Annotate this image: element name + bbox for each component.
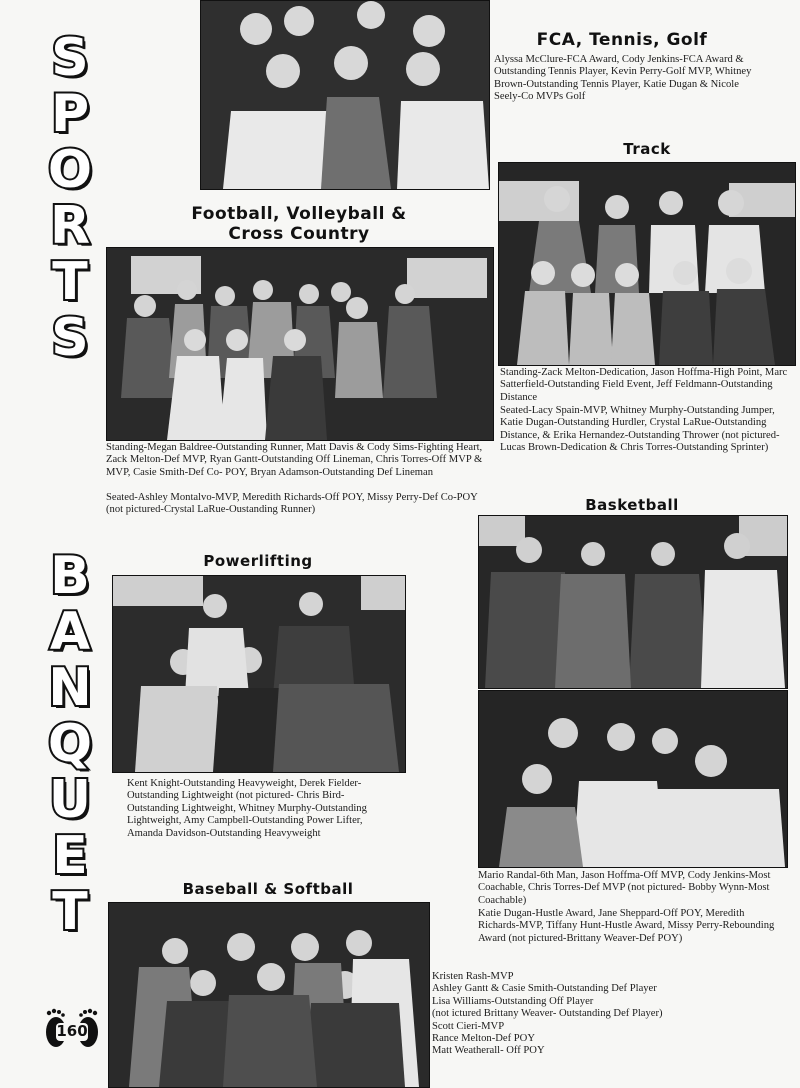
title-letter: O <box>47 140 93 200</box>
banquet-vertical-title <box>36 548 104 940</box>
group-photo-illustration <box>201 1 489 189</box>
title-letter: N <box>48 658 92 718</box>
group-photo-illustration <box>479 516 787 688</box>
caption-line: Rance Melton-Def POY <box>432 1033 535 1045</box>
title-letter: R <box>49 196 91 256</box>
title-letter: E <box>52 826 88 886</box>
powerlifting-photo <box>112 575 406 773</box>
title-letter: T <box>52 252 88 312</box>
page-number-text: 160 <box>56 1022 88 1040</box>
fca-tennis-golf-photo <box>200 0 490 190</box>
fca-caption: Alyssa McClure-FCA Award, Cody Jenkins-FCA Award & Outstanding Tennis Player, Kevin Perry-Golf MVP, Whitney Brown-Outstanding Tennis Player, Katie Dugan & Nicole Seely-Co MVPs Golf <box>494 54 752 103</box>
title-letter: U <box>48 770 92 830</box>
basketball-girls-photo <box>478 690 788 868</box>
group-photo-illustration <box>113 576 405 772</box>
group-photo-illustration <box>107 248 493 440</box>
powerlifting-heading: Powerlifting <box>203 552 313 570</box>
caption-line: Ashley Gantt & Casie Smith-Outstanding Def Player <box>432 983 657 995</box>
track-photo <box>498 162 796 366</box>
football-volleyball-photo <box>106 247 494 441</box>
powerlifting-caption: Kent Knight-Outstanding Heavyweight, Derek Fielder-Outstanding Lightweight (not pictured- Chris Bird-Outstanding Lightweight, Whitney Murphy-Outstanding Lightweight, Amy Campbell-Outstanding Power Lifter, Amanda Davidson-Outstanding Heavyweight <box>127 778 367 839</box>
basketball-boys-photo <box>478 515 788 689</box>
title-letter: B <box>50 546 90 606</box>
title-letter: T <box>52 882 88 942</box>
title-letter: Q <box>47 714 93 774</box>
group-photo-illustration <box>109 903 429 1087</box>
caption-line: Matt Weatherall- Off POY <box>432 1045 545 1057</box>
title-letter: S <box>51 28 89 88</box>
football-heading-line2: Cross Country <box>228 224 370 244</box>
page-number <box>44 1008 100 1052</box>
track-caption-standing: Standing-Zack Melton-Dedication, Jason Hoffma-High Point, Marc Satterfield-Outstanding Field Event, Jeff Feldmann-Outstanding Distance <box>500 367 788 403</box>
basketball-caption-girls: Katie Dugan-Hustle Award, Jane Sheppard-Off POY, Meredith Richards-MVP, Tiffany Hunt-Hustle Award, Missy Perry-Rebounding Award (not pictured-Brittany Weaver-Def POY) <box>478 908 775 944</box>
title-letter: A <box>49 602 91 662</box>
caption-line: (not ictured Brittany Weaver- Outstanding Def Player) <box>432 1008 663 1020</box>
caption-line: Kristen Rash-MVP <box>432 971 514 982</box>
baseball-heading: Baseball & Softball <box>182 880 354 898</box>
title-letter: S <box>51 308 89 368</box>
group-photo-illustration <box>479 691 787 867</box>
baseball-caption <box>432 971 732 1058</box>
track-caption-seated: Seated-Lacy Spain-MVP, Whitney Murphy-Outstanding Jumper, Katie Dugan-Outstanding Hurdler, Crystal LaRue-Outstanding Distance, & Erika Hernandez-Outstanding Thrower (not pictured-Lucas Brown-Dedication & Chris Torres-Outstanding Sprinter) <box>500 405 780 454</box>
track-heading: Track <box>623 140 671 158</box>
caption-line: Scott Cieri-MVP <box>432 1020 505 1032</box>
basketball-heading: Basketball <box>585 496 679 514</box>
caption-line: Lisa Williams-Outstanding Off Player <box>432 995 594 1007</box>
football-heading-line1: Football, Volleyball & <box>191 204 407 224</box>
group-photo-illustration <box>499 163 795 365</box>
football-caption-seated: Seated-Ashley Montalvo-MVP, Meredith Richards-Off POY, Missy Perry-Def Co-POY (not pictured-Crystal LaRue-Oustanding Runner) <box>106 492 478 516</box>
baseball-softball-photo <box>108 902 430 1088</box>
sports-vertical-title <box>36 30 104 366</box>
fca-heading: FCA, Tennis, Golf <box>536 30 708 50</box>
title-letter: P <box>50 84 90 144</box>
basketball-caption-boys: Mario Randal-6th Man, Jason Hoffma-Off MVP, Cody Jenkins-Most Coachable, Chris Torres-Def MVP (not pictured- Bobby Wynn-Most Coachable) <box>478 870 771 906</box>
football-caption-standing: Standing-Megan Baldree-Outstanding Runner, Matt Davis & Cody Sims-Fighting Heart, Zack Melton-Def MVP, Ryan Gantt-Outstanding Off Lineman, Chris Torres-Off MVP & MVP, Casie Smith-Def Co- POY, Bryan Adamson-Outstanding Def Lineman <box>106 442 483 478</box>
